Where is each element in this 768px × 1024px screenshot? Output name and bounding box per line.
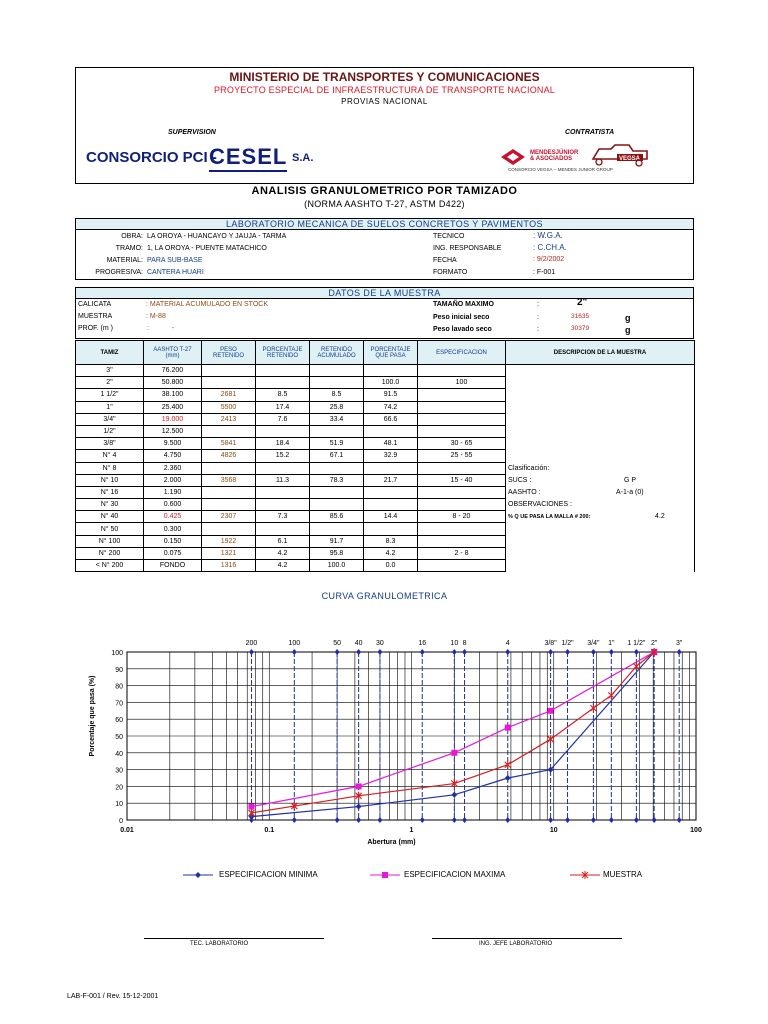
cell-mm: 50.800 bbox=[144, 377, 202, 389]
ing-label: ING. RESPONSABLE bbox=[433, 245, 502, 252]
table-row bbox=[76, 511, 695, 523]
cell-pr: 4.2 bbox=[256, 547, 310, 559]
formato-value: : F-001 bbox=[533, 269, 556, 276]
cell-pp bbox=[364, 365, 418, 377]
cell-desc bbox=[506, 450, 695, 462]
cell-peso bbox=[202, 523, 256, 535]
mendes-junior-logo-icon bbox=[500, 148, 526, 166]
cell-ra: 78.3 bbox=[310, 474, 364, 486]
consorcio-logo-text: CONSORCIO PCI - bbox=[86, 149, 217, 166]
sieve-label: 3/4" bbox=[587, 640, 600, 647]
cell-ra bbox=[310, 425, 364, 437]
cell-pp: 91.5 bbox=[364, 389, 418, 401]
cell-mm: 0.300 bbox=[144, 523, 202, 535]
mendes-junior-text bbox=[530, 150, 578, 162]
table-row bbox=[76, 377, 695, 389]
cell-mm: 0.425 bbox=[144, 511, 202, 523]
x-tick-label: 0.1 bbox=[264, 827, 275, 834]
table-row bbox=[76, 499, 695, 511]
cell-peso: 1321 bbox=[202, 547, 256, 559]
cell-pr: 15.2 bbox=[256, 450, 310, 462]
cell-peso: 2413 bbox=[202, 413, 256, 425]
sieve-label: 1" bbox=[608, 640, 615, 647]
muestra-value: : M-88 bbox=[146, 313, 166, 320]
cell-esp bbox=[418, 413, 506, 425]
cell-esp bbox=[418, 486, 506, 498]
cell-tamiz: 1 1/2" bbox=[76, 389, 144, 401]
obra-label: OBRA: bbox=[121, 233, 143, 240]
cell-desc bbox=[506, 499, 695, 511]
cell-ra: 33.4 bbox=[310, 413, 364, 425]
page-title: ANALISIS GRANULOMETRICO POR TAMIZADO bbox=[251, 185, 518, 197]
cell-desc bbox=[506, 535, 695, 547]
cell-pp: 74.2 bbox=[364, 401, 418, 413]
cell-tamiz: 1" bbox=[76, 401, 144, 413]
cell-pp: 48.1 bbox=[364, 438, 418, 450]
cell-tamiz: N° 50 bbox=[76, 523, 144, 535]
table-row bbox=[76, 547, 695, 559]
mendes-asociados: & ASOCIADOS bbox=[530, 156, 573, 162]
sieve-label: 3" bbox=[676, 640, 683, 647]
project-title: PROYECTO ESPECIAL DE INFRAESTRUCTURA DE TRANSPORTE NACIONAL bbox=[213, 85, 556, 95]
cell-peso bbox=[202, 377, 256, 389]
col-ra bbox=[310, 341, 364, 365]
sieve-label: 16 bbox=[418, 640, 427, 647]
sieve-table bbox=[75, 340, 695, 572]
cell-tamiz: N° 16 bbox=[76, 486, 144, 498]
table-header-row bbox=[76, 341, 695, 365]
cell-ra bbox=[310, 523, 364, 535]
y-tick-label: 10 bbox=[115, 801, 123, 809]
cell-pp: 8.3 bbox=[364, 535, 418, 547]
cell-peso: 1316 bbox=[202, 560, 256, 572]
supervision-label: SUPERVISION bbox=[168, 129, 216, 136]
cell-ra: 85.6 bbox=[310, 511, 364, 523]
cell-esp: 2 - 8 bbox=[418, 547, 506, 559]
cell-peso bbox=[202, 462, 256, 474]
desc-label: Clasificación: bbox=[508, 464, 550, 472]
col-peso-line1: PESO bbox=[220, 346, 237, 353]
sieve-label: 4 bbox=[505, 640, 510, 647]
cesel-sa: S.A. bbox=[292, 152, 314, 164]
sieve-label: 1 1/2" bbox=[627, 640, 646, 647]
cell-esp bbox=[418, 499, 506, 511]
table-row bbox=[76, 425, 695, 437]
cell-peso bbox=[202, 425, 256, 437]
sieve-label: 10 bbox=[450, 640, 459, 647]
desc-value-sucs: G P bbox=[624, 476, 637, 484]
pls-unit: g bbox=[625, 325, 631, 335]
ing-signature-label: ING. JEFE LABORATORIO bbox=[479, 941, 553, 947]
cell-pr: 18.4 bbox=[256, 438, 310, 450]
cell-esp bbox=[418, 535, 506, 547]
sieve-label: 40 bbox=[354, 640, 363, 647]
muestra-label: MUESTRA bbox=[78, 313, 113, 320]
cell-mm: 2.360 bbox=[144, 462, 202, 474]
table-row bbox=[76, 560, 695, 572]
granulometric-chart bbox=[60, 600, 720, 860]
cesel-underline bbox=[209, 170, 287, 172]
desc-value-pasa200: 4.2 bbox=[655, 513, 665, 521]
cell-ra bbox=[310, 365, 364, 377]
col-tamiz: TAMIZ bbox=[76, 341, 144, 365]
cell-tamiz: N° 10 bbox=[76, 474, 144, 486]
col-esp: ESPECIFICACION bbox=[418, 341, 506, 365]
sieve-label: 100 bbox=[288, 640, 301, 647]
col-pp bbox=[364, 341, 418, 365]
sieve-label: 200 bbox=[245, 640, 258, 647]
cell-tamiz: < N° 200 bbox=[76, 560, 144, 572]
cell-peso: 5841 bbox=[202, 438, 256, 450]
cell-pr bbox=[256, 523, 310, 535]
norma-subtitle: (NORMA AASHTO T-27, ASTM D422) bbox=[304, 199, 465, 209]
cell-peso bbox=[202, 486, 256, 498]
cell-pp bbox=[364, 462, 418, 474]
cell-peso: 3568 bbox=[202, 474, 256, 486]
desc-label: OBSERVACIONES : bbox=[508, 501, 572, 509]
cell-pp: 14.4 bbox=[364, 511, 418, 523]
tecnico-label: TECNICO bbox=[433, 233, 465, 240]
cell-mm: 0.075 bbox=[144, 547, 202, 559]
cell-ra: 25.8 bbox=[310, 401, 364, 413]
mendes-junior-name: MENDESJÚNIOR bbox=[530, 150, 579, 156]
cell-desc bbox=[506, 365, 695, 377]
y-tick-label: 40 bbox=[115, 750, 123, 758]
y-tick-label: 20 bbox=[115, 784, 123, 792]
cell-pr: 8.5 bbox=[256, 389, 310, 401]
form-footer: LAB-F-001 / Rev. 15-12-2001 bbox=[67, 993, 159, 1000]
provias-title: PROVIAS NACIONAL bbox=[341, 97, 428, 106]
contratista-label: CONTRATISTA bbox=[565, 129, 615, 136]
series-point-1 bbox=[505, 725, 511, 731]
lab-heading: LABORATORIO MECANICA DE SUELOS CONCRETOS Y PAVIMENTOS bbox=[75, 218, 694, 230]
y-tick-label: 70 bbox=[115, 700, 123, 708]
cell-esp: 8 - 20 bbox=[418, 511, 506, 523]
cell-esp: 15 - 40 bbox=[418, 474, 506, 486]
ing-signature-line bbox=[432, 938, 622, 939]
x-tick-label: 0.01 bbox=[120, 827, 134, 834]
cell-pp: 100.0 bbox=[364, 377, 418, 389]
series-point-1 bbox=[248, 804, 254, 810]
cell-desc bbox=[506, 425, 695, 437]
desc-label: SUCS : bbox=[508, 476, 532, 484]
cesel-logo: CESEL bbox=[209, 144, 288, 169]
contratista-footer: CONSORCIO VEGSA -- MENDES JUNIOR GROUP bbox=[508, 167, 613, 172]
cell-pr bbox=[256, 486, 310, 498]
cell-tamiz: N° 40 bbox=[76, 511, 144, 523]
cell-mm: FONDO bbox=[144, 560, 202, 572]
cell-pp bbox=[364, 486, 418, 498]
cell-desc bbox=[506, 438, 695, 450]
x-tick-label: 10 bbox=[549, 827, 558, 834]
cell-pr bbox=[256, 365, 310, 377]
col-pp-line2: QUE PASA bbox=[375, 352, 406, 359]
tramo-value: 1, LA OROYA - PUENTE MATACHICO bbox=[147, 245, 267, 252]
cell-mm: 12.500 bbox=[144, 425, 202, 437]
cell-mm: 1.190 bbox=[144, 486, 202, 498]
table-row bbox=[76, 413, 695, 425]
progresiva-label: PROGRESIVA: bbox=[95, 269, 143, 276]
cell-ra: 95.8 bbox=[310, 547, 364, 559]
tmax-colon: : bbox=[537, 301, 539, 308]
cell-tamiz: 3/4" bbox=[76, 413, 144, 425]
cell-desc bbox=[506, 511, 695, 523]
prof-value: - bbox=[172, 325, 175, 332]
cell-tamiz: N° 8 bbox=[76, 462, 144, 474]
cell-tamiz: N° 30 bbox=[76, 499, 144, 511]
sieve-label: 30 bbox=[376, 640, 384, 647]
cell-mm: 2.000 bbox=[144, 474, 202, 486]
cell-mm: 0.600 bbox=[144, 499, 202, 511]
cell-esp bbox=[418, 365, 506, 377]
cell-desc bbox=[506, 377, 695, 389]
cell-pr: 7.3 bbox=[256, 511, 310, 523]
cell-esp: 30 - 65 bbox=[418, 438, 506, 450]
tec-signature-line bbox=[144, 938, 324, 939]
y-tick-label: 30 bbox=[115, 767, 123, 775]
progresiva-value: CANTERA HUARI bbox=[147, 269, 204, 276]
cell-peso: 2307 bbox=[202, 511, 256, 523]
fecha-value: : 9/2/2002 bbox=[533, 256, 565, 263]
cell-esp bbox=[418, 401, 506, 413]
col-ra-line2: ACUMULADO bbox=[317, 352, 356, 359]
table-row bbox=[76, 535, 695, 547]
pis-value: 31635 bbox=[571, 313, 590, 320]
sieve-label: 3/8" bbox=[544, 640, 557, 647]
y-tick-label: 60 bbox=[115, 717, 123, 725]
ing-value: : C.CH.A. bbox=[533, 243, 567, 252]
pis-unit: g bbox=[625, 313, 631, 323]
y-axis-label: Porcentaje que pasa (%) bbox=[89, 675, 96, 757]
cell-tamiz: 1/2" bbox=[76, 425, 144, 437]
y-tick-label: 100 bbox=[111, 650, 123, 657]
tramo-label: TRAMO: bbox=[115, 245, 143, 252]
col-pr-line2: RETENIDO bbox=[266, 352, 298, 359]
cell-pr: 4.2 bbox=[256, 560, 310, 572]
cell-pr bbox=[256, 377, 310, 389]
cell-pr: 11.3 bbox=[256, 474, 310, 486]
table-row bbox=[76, 389, 695, 401]
fecha-label: FECHA bbox=[433, 257, 457, 264]
material-value: PARA SUB-BASE bbox=[147, 257, 203, 264]
cell-tamiz: N° 4 bbox=[76, 450, 144, 462]
pls-label: Peso lavado seco bbox=[433, 326, 492, 333]
col-peso-line2: RETENIDO bbox=[212, 352, 244, 359]
cell-ra: 67.1 bbox=[310, 450, 364, 462]
tmax-value: 2" bbox=[577, 297, 588, 308]
cell-desc bbox=[506, 486, 695, 498]
tecnico-value: : W.G.A. bbox=[533, 231, 563, 240]
pis-colon: : bbox=[537, 314, 539, 321]
calicata-label: CALICATA bbox=[78, 301, 112, 308]
cell-mm: 19.000 bbox=[144, 413, 202, 425]
cell-pr: 7.6 bbox=[256, 413, 310, 425]
x-axis-label: Abertura (mm) bbox=[367, 839, 416, 846]
cell-peso bbox=[202, 365, 256, 377]
cell-esp bbox=[418, 389, 506, 401]
cell-peso: 1922 bbox=[202, 535, 256, 547]
cell-esp bbox=[418, 425, 506, 437]
cell-desc bbox=[506, 389, 695, 401]
cell-desc bbox=[506, 401, 695, 413]
tec-signature-label: TEC. LABORATORIO bbox=[190, 941, 249, 947]
col-peso bbox=[202, 341, 256, 365]
pls-value: 30379 bbox=[571, 325, 590, 332]
cell-pr bbox=[256, 425, 310, 437]
table-row bbox=[76, 462, 695, 474]
cell-pr bbox=[256, 462, 310, 474]
cell-ra bbox=[310, 377, 364, 389]
vegsa-logo-icon bbox=[589, 143, 651, 167]
cell-ra: 91.7 bbox=[310, 535, 364, 547]
cell-mm: 9.500 bbox=[144, 438, 202, 450]
cell-peso: 5500 bbox=[202, 401, 256, 413]
cell-ra: 8.5 bbox=[310, 389, 364, 401]
cell-tamiz: 3/8" bbox=[76, 438, 144, 450]
cell-tamiz: N° 100 bbox=[76, 535, 144, 547]
cell-desc bbox=[506, 523, 695, 535]
cell-pp bbox=[364, 523, 418, 535]
prof-label: PROF. (m ) bbox=[78, 325, 113, 332]
table-row bbox=[76, 486, 695, 498]
cell-mm: 38.100 bbox=[144, 389, 202, 401]
y-tick-label: 90 bbox=[115, 666, 123, 674]
cell-esp: 100 bbox=[418, 377, 506, 389]
cell-peso bbox=[202, 499, 256, 511]
y-tick-label: 80 bbox=[115, 683, 123, 691]
sieve-label: 2" bbox=[650, 640, 658, 647]
col-pp-line1: PORCENTAJE bbox=[370, 346, 411, 353]
table-row bbox=[76, 401, 695, 413]
cell-ra: 51.9 bbox=[310, 438, 364, 450]
col-desc: DESCRIPCION DE LA MUESTRA bbox=[506, 341, 695, 365]
tmax-label: TAMAÑO MAXIMO bbox=[433, 301, 494, 308]
cell-pp bbox=[364, 425, 418, 437]
muestra-heading: DATOS DE LA MUESTRA bbox=[75, 287, 694, 299]
cell-desc bbox=[506, 413, 695, 425]
cell-esp: 25 - 55 bbox=[418, 450, 506, 462]
pis-label: Peso inicial seco bbox=[433, 314, 490, 321]
table-row bbox=[76, 450, 695, 462]
chart-title: CURVA GRANULOMETRICA bbox=[321, 591, 448, 601]
cell-pp: 21.7 bbox=[364, 474, 418, 486]
series-point-1 bbox=[451, 750, 457, 756]
legend-muestra-label: MUESTRA bbox=[603, 870, 643, 879]
table-row bbox=[76, 438, 695, 450]
legend-min-swatch bbox=[183, 870, 213, 880]
cell-peso: 2681 bbox=[202, 389, 256, 401]
vegsa-text: VEGSA bbox=[619, 156, 641, 162]
x-tick-label: 100 bbox=[690, 827, 702, 834]
cell-tamiz: 3" bbox=[76, 365, 144, 377]
sieve-label: 8 bbox=[462, 640, 467, 647]
legend-min-label: ESPECIFICACION MINIMA bbox=[219, 870, 318, 879]
formato-label: FORMATO bbox=[433, 269, 468, 276]
cell-mm: 0.150 bbox=[144, 535, 202, 547]
x-tick-label: 1 bbox=[409, 827, 414, 834]
cell-desc bbox=[506, 560, 695, 572]
desc-label: AASHTO : bbox=[508, 488, 541, 496]
cell-desc bbox=[506, 547, 695, 559]
cell-ra bbox=[310, 499, 364, 511]
series-point-1 bbox=[356, 783, 362, 789]
sieve-label: 1/2" bbox=[561, 640, 574, 647]
cell-esp bbox=[418, 560, 506, 572]
y-tick-label: 0 bbox=[119, 818, 123, 825]
sieve-label: 50 bbox=[333, 640, 342, 647]
cell-esp bbox=[418, 462, 506, 474]
cell-tamiz: 2" bbox=[76, 377, 144, 389]
cell-mm: 4.750 bbox=[144, 450, 202, 462]
col-pr-line1: PORCENTAJE bbox=[262, 346, 303, 353]
cell-desc bbox=[506, 462, 695, 474]
series-point-1 bbox=[548, 708, 554, 714]
cell-pp bbox=[364, 499, 418, 511]
cell-mm: 25.400 bbox=[144, 401, 202, 413]
prof-colon: : bbox=[147, 325, 149, 332]
table-row bbox=[76, 523, 695, 535]
cell-ra: 100.0 bbox=[310, 560, 364, 572]
cell-mm: 76.200 bbox=[144, 365, 202, 377]
ministry-title: MINISTERIO DE TRANSPORTES Y COMUNICACIONES bbox=[229, 70, 540, 84]
cell-esp bbox=[418, 523, 506, 535]
cell-pr: 17.4 bbox=[256, 401, 310, 413]
col-pr bbox=[256, 341, 310, 365]
table-row bbox=[76, 365, 695, 377]
cell-tamiz: N° 200 bbox=[76, 547, 144, 559]
table-row bbox=[76, 474, 695, 486]
desc-value-aashto: A-1-a (0) bbox=[616, 488, 644, 496]
cell-pp: 0.0 bbox=[364, 560, 418, 572]
desc-label: % Q UE PASA LA MALLA # 200: bbox=[508, 514, 591, 521]
calicata-value: : MATERIAL ACUMULADO EN STOCK bbox=[146, 301, 269, 308]
cell-pr bbox=[256, 499, 310, 511]
col-aashto bbox=[144, 341, 202, 365]
cell-pr: 6.1 bbox=[256, 535, 310, 547]
cell-pp: 32.9 bbox=[364, 450, 418, 462]
legend-max-swatch bbox=[370, 870, 400, 880]
cell-peso: 4826 bbox=[202, 450, 256, 462]
pls-colon: : bbox=[537, 326, 539, 333]
legend-max-label: ESPECIFICACION MAXIMA bbox=[404, 870, 506, 879]
obra-value: LA OROYA - HUANCAYO Y JAUJA - TARMA bbox=[147, 233, 287, 240]
col-aashto-line2: (mm) bbox=[165, 352, 180, 359]
cell-pp: 66.6 bbox=[364, 413, 418, 425]
legend-muestra-swatch bbox=[570, 870, 600, 880]
cell-pp: 4.2 bbox=[364, 547, 418, 559]
col-ra-line1: RETENIDO bbox=[320, 346, 352, 353]
cell-ra bbox=[310, 486, 364, 498]
cell-ra bbox=[310, 462, 364, 474]
col-aashto-line1: AASHTO T-27 bbox=[153, 346, 192, 353]
material-label: MATERIAL: bbox=[106, 257, 143, 264]
cell-desc bbox=[506, 474, 695, 486]
y-tick-label: 50 bbox=[115, 734, 123, 741]
